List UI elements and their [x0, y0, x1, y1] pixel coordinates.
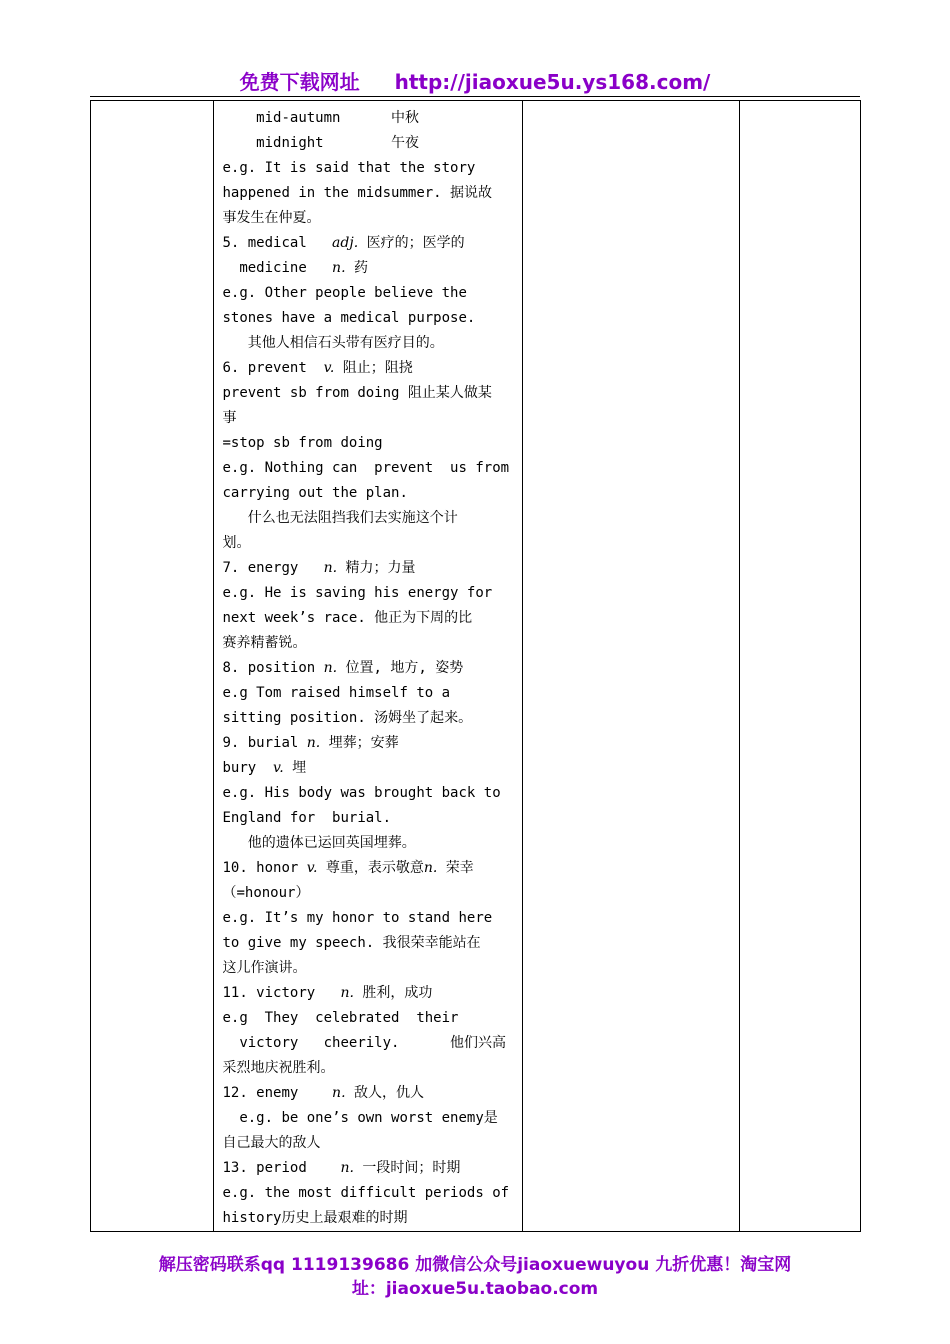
text-line: next week’s race. 他正为下周的比	[222, 610, 473, 626]
text-line: e.g. the most difficult periods of	[222, 1185, 510, 1201]
page-footer	[0, 1253, 950, 1301]
table-cell-vocabulary	[214, 101, 522, 1232]
text-line: 这儿作演讲。	[222, 960, 307, 976]
text-line: sitting position. 汤姆坐了起来。	[222, 710, 473, 726]
vocab-entry-medicine	[222, 256, 521, 281]
entry-word: 12. enemy	[222, 1085, 333, 1101]
entry-word: 10. honor	[222, 860, 307, 876]
text-line: 其他人相信石头带有医疗目的。	[222, 335, 444, 351]
text-line: e.g. Other people believe the	[222, 285, 467, 301]
part-of-speech: n.	[340, 1160, 354, 1176]
entry-word: 6. prevent	[222, 360, 324, 376]
table-cell-blank-1	[91, 101, 214, 1232]
text-line: （=honour）	[222, 885, 310, 901]
vocab-entry-honor	[222, 856, 521, 881]
header-url[interactable]: http://jiaoxue5u.ys168.com/	[394, 70, 711, 94]
part-of-speech: v.	[306, 860, 318, 876]
text-line: to give my speech. 我很荣幸能站在	[222, 935, 481, 951]
table-cell-blank-4	[739, 101, 861, 1232]
part-of-speech: n.	[306, 735, 321, 751]
entry-meaning: 尊重，表示敬意	[317, 860, 424, 876]
entry-word: bury	[222, 760, 274, 776]
entry-meaning: 药	[345, 260, 368, 276]
text-line: midnight 午夜	[222, 135, 420, 151]
text-line: 采烈地庆祝胜利。	[222, 1060, 335, 1076]
text-line: e.g. It’s my honor to stand here	[222, 910, 493, 926]
footer-line-2[interactable]: 址：jiaoxue5u.taobao.com	[351, 1279, 599, 1299]
vocab-entry-bury	[222, 756, 521, 781]
part-of-speech: n.	[340, 985, 354, 1001]
entry-meaning: 医疗的；医学的	[358, 235, 465, 251]
text-line: e.g Tom raised himself to a	[222, 685, 451, 701]
text-line: happened in the midsummer. 据说故	[222, 185, 493, 201]
vocab-entry-prevent	[222, 356, 521, 381]
text-line: e.g. Nothing can prevent us from	[222, 460, 510, 476]
vocab-entry-period	[222, 1156, 521, 1181]
entry-meaning: 精力；力量	[337, 560, 416, 576]
lesson-table	[90, 100, 861, 1232]
page-header	[0, 66, 950, 95]
vocab-entry-energy	[222, 556, 521, 581]
entry-meaning: 埋	[283, 760, 307, 776]
text-line: e.g They celebrated their	[222, 1010, 459, 1026]
vocabulary-notes	[214, 101, 521, 1231]
text-line: e.g. It is said that the story	[222, 160, 476, 176]
text-line: e.g. be one’s own worst enemy是	[222, 1110, 498, 1126]
table-cell-blank-3	[522, 101, 739, 1232]
entry-meaning: 荣幸	[437, 860, 474, 876]
part-of-speech: adj.	[332, 235, 359, 251]
text-line: 他的遗体已运回英国埋葬。	[222, 835, 416, 851]
text-line: 赛养精蓄锐。	[222, 635, 307, 651]
text-line: history历史上最艰难的时期	[222, 1210, 408, 1226]
entry-word: 7. energy	[222, 560, 324, 576]
text-line: =stop sb from doing	[222, 435, 383, 451]
entry-meaning: 埋葬；安葬	[320, 735, 399, 751]
text-line: 自己最大的敌人	[222, 1135, 321, 1151]
text-line: 划。	[222, 535, 251, 551]
text-line: victory cheerily. 他们兴高	[222, 1035, 507, 1051]
vocab-entry-burial	[222, 731, 521, 756]
text-line: 什么也无法阻挡我们去实施这个计	[222, 510, 458, 526]
vocab-entry-position	[222, 656, 521, 681]
footer-line-1: 解压密码联系qq 1119139686 加微信公众号jiaoxuewuyou 九折优惠！淘宝网	[158, 1255, 792, 1275]
text-line: mid-autumn 中秋	[222, 110, 420, 126]
entry-word: 11. victory	[222, 985, 341, 1001]
text-line: prevent sb from doing 阻止某人做某	[222, 385, 492, 401]
table-row	[91, 101, 861, 1232]
entry-word: 13. period	[222, 1160, 341, 1176]
text-line: England for burial.	[222, 810, 392, 826]
entry-meaning: 位置, 地方, 姿势	[337, 660, 464, 676]
header-label: 免费下载网址	[239, 70, 360, 94]
entry-meaning: 胜利，成功	[353, 985, 433, 1001]
entry-meaning: 敌人，仇人	[345, 1085, 424, 1101]
part-of-speech: n.	[423, 860, 438, 876]
entry-word: 5. medical	[222, 235, 333, 251]
part-of-speech: n.	[323, 660, 338, 676]
text-line: 事	[222, 410, 237, 426]
text-line: e.g. He is saving his energy for	[222, 585, 493, 601]
text-line: carrying out the plan.	[222, 485, 408, 501]
text-line: e.g. His body was brought back to	[222, 785, 501, 801]
part-of-speech: v.	[323, 360, 335, 376]
entry-meaning: 阻止；阻挠	[334, 360, 413, 376]
vocab-entry-medical	[222, 231, 521, 256]
vocab-entry-victory	[222, 981, 521, 1006]
entry-word: medicine	[222, 260, 333, 276]
part-of-speech: n.	[323, 560, 338, 576]
part-of-speech: n.	[332, 1085, 346, 1101]
text-line: stones have a medical purpose.	[222, 310, 476, 326]
entry-word: 9. burial	[222, 735, 307, 751]
text-line: 事发生在仲夏。	[222, 210, 321, 226]
part-of-speech: v.	[273, 760, 284, 776]
entry-word: 8. position	[222, 660, 324, 676]
vocab-entry-enemy	[222, 1081, 521, 1106]
header-rule	[90, 96, 860, 97]
entry-meaning: 一段时间；时期	[353, 1160, 461, 1176]
part-of-speech: n.	[332, 260, 346, 276]
